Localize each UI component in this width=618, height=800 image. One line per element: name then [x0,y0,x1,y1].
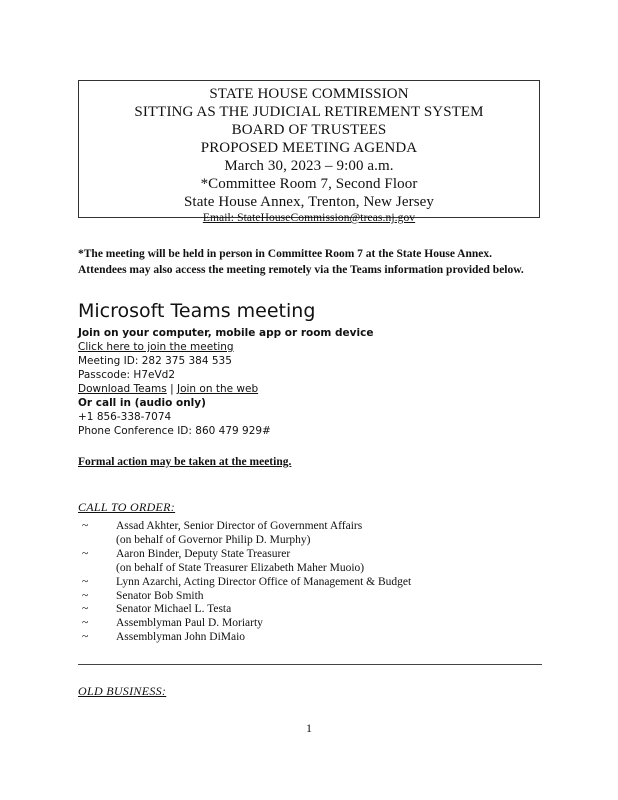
attendee-item [82,617,542,631]
attendee-name: Assad Akhter, Senior Director of Government Affairs [116,520,363,532]
notice-line-1: *The meeting will be held in person in Committee Room 7 at the State House Annex. [78,248,492,260]
attendee-item [82,603,542,617]
attendee-name: Aaron Binder, Deputy State Treasurer [116,547,291,560]
header-line-commission: STATE HOUSE COMMISSION [209,86,409,102]
attendee-name: Assemblyman John DiMaio [116,631,246,644]
formal-action-note: Formal action may be taken at the meeting. [78,456,292,468]
teams-join-link[interactable]: Click here to join the meeting [78,341,234,353]
teams-download-row [78,382,538,396]
attendee-name: Senator Bob Smith [116,589,204,602]
attendee-bullet: ~ [82,547,89,560]
attendee-item [82,548,542,576]
teams-phone-number: +1 856-338-7074 [78,411,172,423]
teams-call-heading: Or call in (audio only) [78,397,206,409]
attendee-list [82,520,542,645]
page-number: 1 [306,721,312,735]
old-business-heading: OLD BUSINESS: [78,684,167,698]
header-line-board: BOARD OF TRUSTEES [231,122,387,138]
header-line-sitting-as: SITTING AS THE JUDICIAL RETIREMENT SYSTEM [134,104,484,120]
attendee-on-behalf-of: (on behalf of State Treasurer Elizabeth Maher Muoio) [116,561,365,574]
teams-join-link-row [78,340,538,354]
attendee-bullet: ~ [82,617,89,630]
call-to-order-heading: CALL TO ORDER: [78,500,176,514]
header-line-location: State House Annex, Trenton, New Jersey [183,194,435,210]
attendee-bullet: ~ [82,589,89,602]
header-line-room: *Committee Room 7, Second Floor [200,176,418,192]
attendee-bullet: ~ [82,603,89,616]
attendee-bullet: ~ [82,631,89,644]
attendee-on-behalf-of: (on behalf of Governor Philip D. Murphy) [116,533,311,546]
teams-passcode: Passcode: H7eVd2 [78,369,175,381]
notice-line-2: Attendees may also access the meeting remotely via the Teams information provided below. [78,264,524,276]
header-line-date-time: March 30, 2023 – 9:00 a.m. [224,158,394,174]
attendee-name: Assemblyman Paul D. Moriarty [116,617,263,630]
teams-meeting-info [78,298,538,438]
attendee-bullet: ~ [82,575,89,588]
teams-join-heading: Join on your computer, mobile app or room device [78,327,374,339]
join-on-web-link[interactable]: Join on the web [176,383,259,395]
download-teams-link[interactable]: Download Teams [78,383,167,395]
teams-meeting-id: Meeting ID: 282 375 384 535 [78,355,232,367]
agenda-header-box [78,80,540,224]
teams-title: Microsoft Teams meeting [78,300,316,322]
header-email-link[interactable]: Email: StateHouseCommission@treas.nj.gov [202,212,416,224]
section-divider [78,664,542,665]
attendee-bullet: ~ [82,520,89,532]
attendee-item [82,576,542,590]
link-separator: | [166,383,177,395]
in-person-notice [78,246,548,278]
teams-conference-id: Phone Conference ID: 860 479 929# [78,425,271,437]
header-line-agenda-title: PROPOSED MEETING AGENDA [200,140,418,156]
attendee-item [82,631,542,645]
attendee-name: Lynn Azarchi, Acting Director Office of Management & Budget [116,575,412,588]
attendee-item [82,590,542,604]
attendee-name: Senator Michael L. Testa [116,603,232,616]
attendee-item [82,520,542,548]
